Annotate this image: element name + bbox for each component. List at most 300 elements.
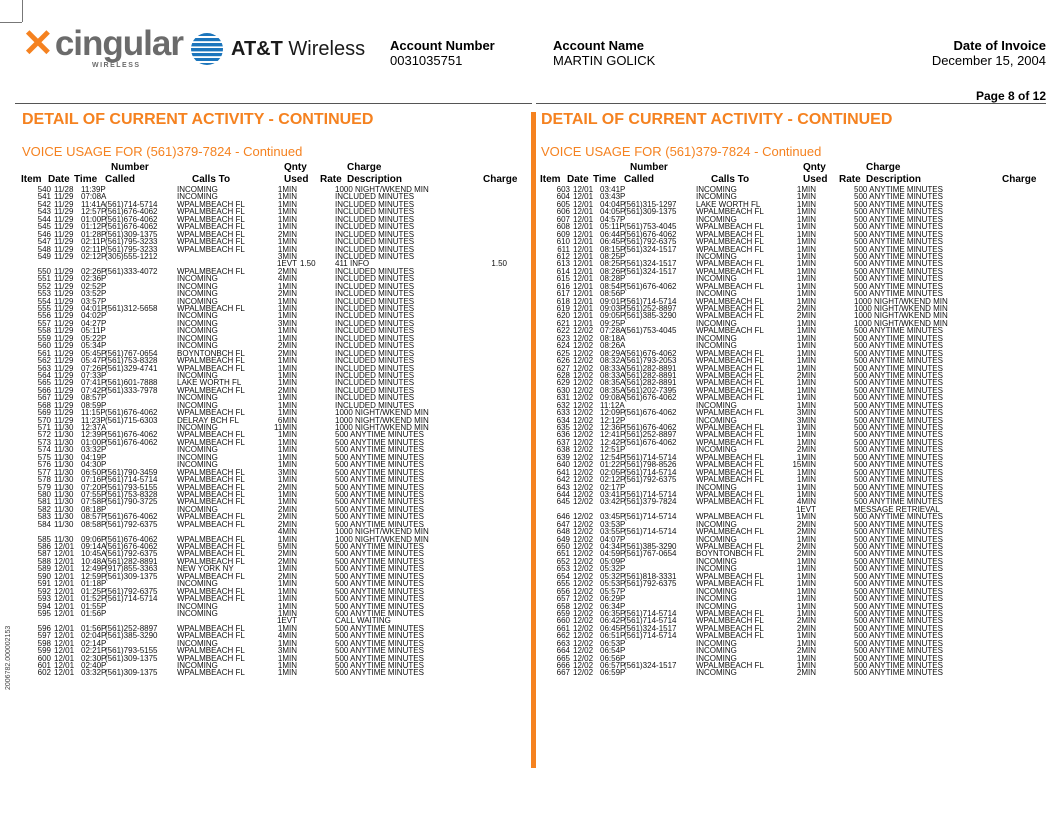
time-cell: 02:36P (81, 274, 107, 284)
description-cell: 500 ANYTIME MINUTES (335, 586, 424, 596)
qty-used-cell: 2MIN (277, 512, 297, 522)
calls-to-cell: WPALMBEACH FL (177, 549, 245, 559)
time-cell: 02:30P (81, 653, 107, 663)
date-cell: 12/02 (573, 482, 594, 492)
qty-used-cell: 2MIN (796, 311, 816, 321)
time-cell: 07:58P (81, 497, 107, 507)
calls-to-cell: WPALMBEACH FL (177, 237, 245, 247)
date-cell: 12/02 (573, 348, 594, 358)
time-cell: 07:42P (81, 385, 107, 395)
date-cell: 12/02 (573, 534, 594, 544)
qty-used-cell: 4MIN (796, 497, 816, 507)
qty-used-cell: 1MIN (277, 437, 297, 447)
time-cell: 06:45P (600, 237, 626, 247)
item-cell: 566 (37, 385, 51, 395)
qty-used-cell: 1MIN (796, 475, 816, 485)
description-cell: INCLUDED MINUTES (335, 356, 415, 366)
qty-used-cell: 1MIN (796, 281, 816, 291)
number-called-cell: (561)385-3290 (624, 542, 677, 551)
qty-used-cell: 1MIN (277, 601, 297, 611)
item-cell: 665 (556, 653, 570, 663)
header-number: Number (111, 162, 149, 173)
description-cell: 500 ANYTIME MINUTES (854, 616, 943, 626)
qty-used-cell: 1MIN (796, 348, 816, 358)
item-cell: 658 (556, 601, 570, 611)
item-cell: 561 (37, 348, 51, 358)
date-cell: 12/01 (573, 289, 594, 299)
time-cell: 01:22P (600, 460, 626, 470)
date-cell: 12/02 (573, 646, 594, 656)
date-cell: 12/02 (573, 668, 594, 678)
item-cell: 667 (556, 668, 570, 678)
time-cell: 05:57P (600, 586, 626, 596)
date-cell: 12/01 (54, 623, 75, 633)
item-cell: 551 (37, 274, 51, 284)
qty-used-cell: 1MIN (796, 467, 816, 477)
calls-to-cell: WPALMBEACH FL (696, 512, 764, 522)
time-cell: 06:51P (600, 631, 626, 641)
calls-to-cell: WPALMBEACH FL (696, 356, 764, 366)
qty-used-cell: 1MIN (796, 571, 816, 581)
number-called-cell: (561)753-4045 (624, 222, 677, 232)
item-cell: 628 (556, 370, 570, 380)
qty-used-cell: 2MIN (796, 549, 816, 559)
number-called-cell: (561)324-1517 (624, 661, 677, 670)
description-cell: 500 ANYTIME MINUTES (335, 556, 424, 566)
description-cell: 500 ANYTIME MINUTES (335, 594, 424, 604)
qty-used-cell: 2MIN (277, 504, 297, 514)
description-cell: 500 ANYTIME MINUTES (335, 519, 424, 529)
date-cell: 12/02 (573, 653, 594, 663)
calls-to-cell: INCOMING (177, 326, 218, 336)
description-cell: 500 ANYTIME MINUTES (335, 467, 424, 477)
time-cell: 05:11P (600, 222, 625, 232)
number-called-cell: (561)676-4062 (105, 207, 158, 217)
description-cell: 1000 NIGHT/WKEND MIN (335, 185, 429, 194)
qty-used-cell: 5MIN (277, 542, 297, 551)
qty-used-cell: 1MIN (796, 430, 816, 440)
qty-used-cell: 1MIN (277, 199, 297, 209)
number-called-cell: (561)795-3233 (105, 244, 158, 254)
time-cell: 06:50P (81, 467, 107, 477)
description-cell: 500 ANYTIME MINUTES (335, 579, 424, 589)
date-cell: 11/30 (54, 504, 74, 514)
calls-to-cell: WPALMBEACH FL (696, 437, 764, 447)
header-time: Time (593, 174, 617, 185)
qty-used-cell: 1MIN (277, 363, 297, 373)
date-cell: 12/01 (573, 185, 594, 194)
description-cell: 500 ANYTIME MINUTES (335, 564, 424, 574)
description-cell: 500 ANYTIME MINUTES (335, 661, 424, 670)
item-cell: 546 (37, 229, 51, 239)
qty-used-cell: 1MIN (277, 668, 297, 678)
time-cell: 04:30P (81, 460, 107, 470)
number-called-cell: (561)795-3233 (105, 237, 158, 247)
qty-used-cell: 1MIN (796, 356, 816, 366)
number-called-cell: (561)324-1517 (624, 244, 677, 254)
qty-used-cell: 1MIN (277, 296, 297, 306)
date-cell: 12/02 (573, 661, 594, 670)
number-called-cell: (561)309-1375 (105, 653, 158, 663)
calls-to-cell: WPALMBEACH FL (177, 534, 245, 544)
calls-to-cell: INCOMING (177, 192, 218, 202)
calls-to-cell: INCOMING (696, 400, 737, 410)
calls-to-cell: WPALMBEACH FL (696, 408, 764, 418)
calls-to-cell: INCOMING (696, 318, 737, 328)
date-cell: 12/01 (54, 608, 75, 618)
time-cell: 11:41A (81, 199, 106, 209)
time-cell: 03:53P (600, 519, 626, 529)
description-cell: 500 ANYTIME MINUTES (854, 207, 943, 217)
item-cell: 590 (37, 571, 51, 581)
description-cell: 500 ANYTIME MINUTES (854, 400, 943, 410)
qty-used-cell: 1MIN (796, 222, 816, 232)
qty-used-cell: 3MIN (277, 318, 297, 328)
item-cell: 648 (556, 527, 570, 537)
calls-to-cell: INCOMING (696, 415, 737, 425)
date-cell: 12/02 (573, 356, 594, 366)
number-called-cell: (561)676-4062 (624, 229, 677, 239)
description-cell: 500 ANYTIME MINUTES (335, 571, 424, 581)
calls-to-cell: INCOMING (696, 333, 737, 343)
description-cell: 500 ANYTIME MINUTES (854, 534, 943, 544)
date-cell: 11/29 (54, 385, 74, 395)
time-cell: 05:53P (600, 579, 626, 589)
cingular-x-icon: ✕ (22, 23, 54, 65)
number-called-cell: (561)714-5714 (624, 452, 677, 462)
item-cell: 623 (556, 333, 570, 343)
table-row (540, 498, 1040, 505)
number-called-cell: (561)792-6375 (624, 475, 677, 485)
number-called-cell: (561)676-4062 (624, 437, 677, 447)
number-called-cell: (561)793-2053 (624, 356, 677, 366)
date-cell: 12/02 (573, 408, 594, 418)
number-called-cell: (561)385-3290 (624, 311, 677, 321)
calls-to-cell: INCOMING (177, 341, 218, 351)
calls-to-cell: INCOMING (177, 638, 218, 648)
calls-to-cell: WPALMBEACH FL (177, 207, 245, 217)
item-cell: 548 (37, 244, 51, 254)
qty-used-cell: 1MIN (277, 653, 297, 663)
number-called-cell: (561)792-6375 (624, 237, 677, 247)
number-called-cell: (561)767-0654 (624, 549, 677, 559)
qty-used-cell: 2MIN (796, 542, 816, 551)
time-cell: 03:41P (600, 489, 626, 499)
header-charge: Charge (483, 174, 518, 185)
time-cell: 02:40P (81, 661, 107, 670)
item-cell: 647 (556, 519, 570, 529)
number-called-cell: (305)555-1212 (105, 251, 158, 261)
calls-to-cell: BOYNTONBCH FL (177, 348, 245, 358)
table-rows-right (540, 186, 1040, 677)
date-cell: 11/29 (54, 326, 74, 336)
date-cell: 12/02 (573, 400, 594, 410)
number-called-cell: (561)252-8897 (624, 430, 677, 440)
number-called-cell: (561)715-6303 (105, 415, 158, 425)
item-cell: 621 (556, 318, 570, 328)
calls-to-cell: WPALMBEACH FL (696, 370, 764, 380)
time-cell: 11:39P (81, 185, 106, 194)
crop-mark-vertical (22, 0, 23, 22)
qty-used-cell: 1MIN (796, 363, 816, 373)
calls-to-cell: WPALMBEACH FL (177, 497, 245, 507)
date-cell: 11/29 (54, 311, 74, 321)
description-cell: INCLUDED MINUTES (335, 296, 415, 306)
calls-to-cell: INCOMING (696, 214, 737, 224)
number-called-cell: (561)714-5714 (624, 631, 677, 641)
description-cell: INCLUDED MINUTES (335, 192, 415, 202)
date-cell: 12/01 (54, 564, 75, 574)
qty-used-cell: 1MIN (796, 452, 816, 462)
description-cell: 500 ANYTIME MINUTES (854, 646, 943, 656)
table-row (540, 669, 1040, 676)
calls-to-cell: WPALMBEACH FL (696, 497, 764, 507)
header-called: Called (105, 174, 136, 185)
time-cell: 09:01P (600, 296, 626, 306)
qty-used-cell: 3MIN (277, 251, 297, 261)
qty-used-cell: 1MIN (796, 556, 816, 566)
item-cell: 604 (556, 192, 570, 202)
number-called-cell: (561)714-5714 (624, 467, 677, 477)
date-cell: 12/01 (573, 296, 594, 306)
item-cell: 545 (37, 222, 51, 232)
qty-used-cell: 1MIN (796, 400, 816, 410)
description-cell: 500 ANYTIME MINUTES (854, 289, 943, 299)
date-cell: 12/02 (573, 497, 594, 507)
header-time: Time (74, 174, 98, 185)
description-cell: 500 ANYTIME MINUTES (335, 542, 424, 551)
date-cell: 12/02 (573, 594, 594, 604)
time-cell: 07:28A (600, 326, 626, 336)
calls-to-cell: INCOMING (696, 289, 737, 299)
date-cell: 12/02 (573, 423, 594, 432)
number-called-cell: (561)676-4062 (105, 222, 158, 232)
description-cell: 500 ANYTIME MINUTES (854, 274, 943, 284)
qty-used-cell: 3MIN (277, 467, 297, 477)
qty-used-cell: 1MIN (796, 534, 816, 544)
header-used: Used (284, 174, 309, 185)
calls-to-cell: WPALMBEACH FL (696, 237, 764, 247)
calls-to-cell: WPALMBEACH FL (177, 586, 245, 596)
calls-to-cell: WPALMBEACH FL (696, 571, 764, 581)
date-cell: 11/29 (54, 244, 74, 254)
page-number: Page 8 of 12 (975, 89, 1046, 103)
calls-to-cell: INCOMING (177, 601, 218, 611)
calls-to-cell: INCOMING (177, 370, 218, 380)
date-cell: 11/29 (54, 274, 74, 284)
calls-to-cell: WPALMBEACH FL (177, 304, 245, 313)
header-qnty: Qnty (803, 162, 826, 173)
description-cell: 500 ANYTIME MINUTES (854, 579, 943, 589)
invoice-date-value: December 15, 2004 (931, 53, 1046, 68)
time-cell: 02:11P (81, 244, 106, 254)
description-cell: 500 ANYTIME MINUTES (854, 542, 943, 551)
date-cell: 12/02 (573, 452, 594, 462)
description-cell: 500 ANYTIME MINUTES (854, 333, 943, 343)
time-cell: 11:12A (600, 400, 625, 410)
calls-to-cell: WPALMBEACH FL (696, 393, 764, 403)
date-cell: 12/01 (54, 601, 75, 611)
time-cell: 08:26P (600, 266, 626, 276)
time-cell: 06:29P (600, 594, 626, 604)
qty-used-cell: 1MIN (796, 579, 816, 589)
qty-used-cell: 4MIN (277, 631, 297, 641)
account-name-value: MARTIN GOLICK (553, 53, 656, 68)
qty-used-cell: 1MIN (277, 564, 297, 574)
item-cell: 586 (37, 542, 51, 551)
calls-to-cell: INCOMING (177, 452, 218, 462)
date-cell: 12/02 (573, 415, 594, 425)
date-cell: 12/01 (54, 668, 75, 678)
date-cell: 11/30 (54, 475, 74, 485)
calls-to-cell: INCOMING (177, 311, 218, 321)
calls-to-cell: INCOMING (696, 534, 737, 544)
number-called-cell: (561)676-4062 (105, 214, 158, 224)
item-cell: 585 (37, 534, 51, 544)
qty-used-cell: 1MIN (796, 199, 816, 209)
item-cell: 608 (556, 222, 570, 232)
calls-to-cell: WPALMBEACH FL (696, 661, 764, 670)
description-cell: 500 ANYTIME MINUTES (335, 504, 424, 514)
time-cell: 05:22P (81, 333, 107, 343)
item-cell: 591 (37, 579, 51, 589)
calls-to-cell: WPALMBEACH FL (696, 608, 764, 618)
qty-used-cell: 1MIN (796, 318, 816, 328)
number-called-cell: (561)312-5658 (105, 304, 158, 313)
item-cell: 622 (556, 326, 570, 336)
description-cell: 1000 NIGHT/WKEND MIN (335, 534, 429, 544)
number-called-cell: (561)714-5714 (624, 489, 677, 499)
qty-used-cell: 1MIN (277, 207, 297, 217)
time-cell: 10:45A (81, 549, 107, 559)
time-cell: 09:25P (600, 318, 626, 328)
date-cell: 12/02 (573, 333, 594, 343)
item-cell: 570 (37, 415, 51, 425)
description-cell: 500 ANYTIME MINUTES (854, 519, 943, 529)
qty-used-cell: 1MIN (277, 356, 297, 366)
qty-used-cell: 1EVT (276, 259, 297, 269)
number-called-cell: (561)753-4045 (624, 326, 677, 336)
description-cell: 500 ANYTIME MINUTES (335, 430, 424, 440)
cingular-wireless-tag: WIRELESS (92, 62, 141, 69)
date-cell: 11/29 (54, 333, 74, 343)
date-cell: 12/02 (573, 564, 594, 574)
time-cell: 08:58P (81, 519, 107, 529)
qty-used-cell: 6MIN (277, 415, 297, 425)
account-name-block (553, 38, 655, 68)
calls-to-cell: WPALMBEACH FL (696, 489, 764, 499)
item-cell: 620 (556, 311, 570, 321)
date-cell: 12/01 (54, 631, 75, 641)
time-cell: 02:17P (600, 482, 626, 492)
time-cell: 07:20P (81, 482, 107, 492)
calls-to-cell: INCOMING (696, 251, 737, 261)
item-cell: 550 (37, 266, 51, 276)
description-cell: 500 ANYTIME MINUTES (335, 638, 424, 648)
number-called-cell: (917)855-3363 (105, 564, 158, 574)
item-cell: 568 (37, 400, 51, 410)
time-cell: 03:42P (600, 497, 626, 507)
qty-used-cell: 1MIN (277, 370, 297, 380)
number-called-cell: (561)676-4062 (624, 408, 677, 418)
time-cell: 07:33P (81, 370, 107, 380)
header-qnty: Qnty (284, 162, 307, 173)
calls-to-cell: WPALMBEACH FL (177, 430, 245, 440)
calls-to-cell: WPALMBEACH FL (177, 385, 245, 395)
time-cell: 11:23P (81, 415, 106, 425)
item-cell: 569 (37, 408, 51, 418)
date-cell: 11/29 (54, 341, 74, 351)
date-cell: 12/02 (573, 638, 594, 648)
item-cell: 645 (556, 497, 570, 507)
time-cell: 12:49P (81, 564, 107, 574)
description-cell: 500 ANYTIME MINUTES (335, 497, 424, 507)
calls-to-cell: WPALMBEACH FL (177, 631, 245, 641)
qty-used-cell: 1MIN (796, 214, 816, 224)
qty-used-cell: 1EVT (795, 504, 816, 514)
item-cell: 612 (556, 251, 570, 261)
date-cell: 12/02 (573, 616, 594, 626)
calls-to-cell: WPALMBEACH FL (696, 259, 764, 269)
description-cell: 1000 NIGHT/WKEND MIN (854, 296, 948, 306)
header-rule-right (536, 103, 1046, 104)
item-cell: 542 (37, 199, 51, 209)
item-cell: 638 (556, 445, 570, 455)
date-cell: 12/02 (573, 556, 594, 566)
calls-to-cell: NEW YORK NY (177, 564, 234, 574)
description-cell: 500 ANYTIME MINUTES (854, 370, 943, 380)
time-cell: 12:36P (600, 423, 626, 432)
description-cell: 500 ANYTIME MINUTES (854, 192, 943, 202)
date-cell: 11/30 (54, 460, 74, 470)
number-called-cell: (561)676-4062 (105, 534, 158, 544)
time-cell: 08:18A (600, 333, 626, 343)
qty-used-cell: 1MIN (796, 594, 816, 604)
description-cell: 500 ANYTIME MINUTES (854, 556, 943, 566)
qty-used-cell: 2MIN (277, 348, 297, 358)
date-cell: 12/02 (573, 445, 594, 455)
time-cell: 05:47P (81, 356, 107, 366)
description-cell: 500 ANYTIME MINUTES (335, 512, 424, 522)
header-used: Used (803, 174, 828, 185)
date-cell: 12/02 (573, 467, 594, 477)
calls-to-cell: WPALMBEACH FL (696, 527, 764, 537)
calls-to-cell: WPALMBEACH FL (177, 408, 245, 418)
time-cell: 01:00P (81, 437, 107, 447)
calls-to-cell: WPALMBEACH FL (177, 571, 245, 581)
qty-used-cell: 2MIN (277, 519, 297, 529)
voice-usage-title-left: VOICE USAGE FOR (561)379-7824 - Continued (22, 144, 303, 159)
date-cell: 11/29 (54, 222, 74, 232)
item-cell: 565 (37, 378, 51, 388)
item-cell: 609 (556, 229, 570, 239)
item-cell: 541 (37, 192, 51, 202)
time-cell: 11:15P (81, 408, 106, 418)
date-cell: 11/30 (54, 534, 74, 544)
date-cell: 11/29 (54, 393, 74, 403)
date-cell: 12/01 (573, 192, 594, 202)
calls-to-cell: WPALMBEACH FL (696, 430, 764, 440)
qty-used-cell: 1MIN (796, 385, 816, 395)
qty-used-cell: 2MIN (796, 445, 816, 455)
number-called-cell: (561)676-4062 (105, 437, 158, 447)
time-cell: 08:15P (600, 244, 626, 254)
description-cell: 500 ANYTIME MINUTES (854, 564, 943, 574)
time-cell: 02:26P (81, 266, 107, 276)
item-cell: 624 (556, 341, 570, 351)
number-called-cell: (561)792-6375 (624, 579, 677, 589)
item-cell: 652 (556, 556, 570, 566)
